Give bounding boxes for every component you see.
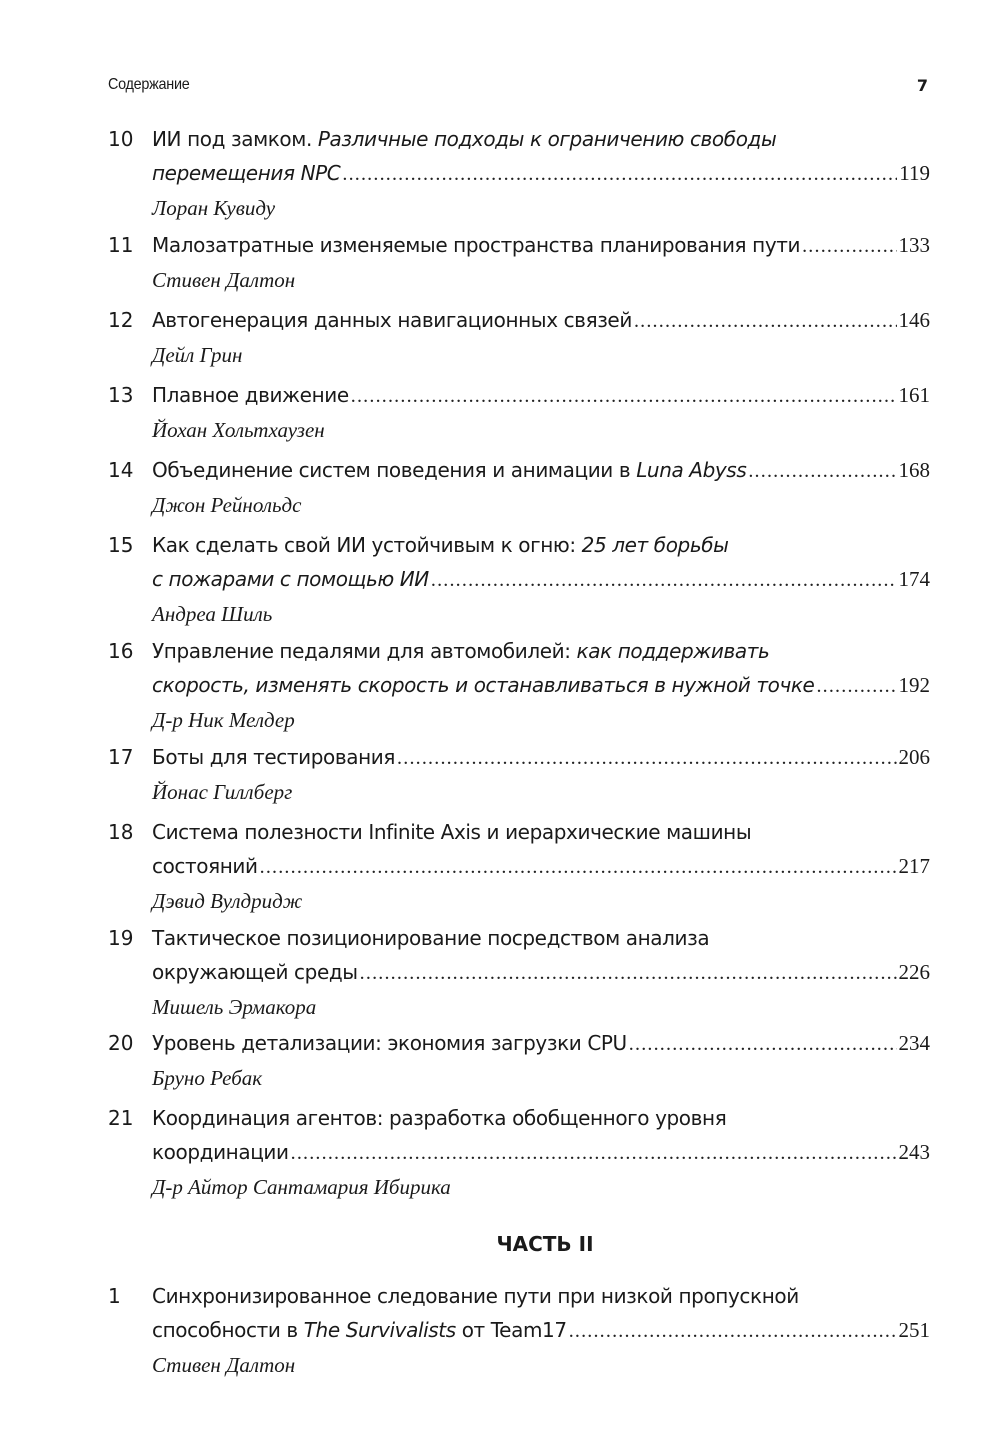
toc-entry[interactable]	[108, 815, 930, 918]
chapter-title: Синхронизированное следование пути при низкой пропускной	[152, 1284, 799, 1308]
chapter-title-line	[152, 303, 930, 338]
page-ref[interactable]: 161	[898, 383, 930, 407]
page-ref[interactable]: 119	[899, 161, 930, 185]
dot-leader	[569, 1314, 897, 1348]
chapter-title-line	[152, 955, 930, 990]
chapter-author: Джон Рейнольдс	[152, 493, 302, 517]
dot-leader	[816, 669, 896, 703]
chapter-title-line	[152, 921, 930, 955]
chapter-title-line	[152, 1279, 930, 1313]
running-head-title: Содержание	[108, 76, 190, 93]
dot-leader	[351, 379, 897, 413]
chapter-title-line	[152, 1026, 930, 1061]
chapter-author: Дейл Грин	[152, 343, 243, 367]
page-ref[interactable]: 174	[898, 567, 930, 591]
chapter-title: Объединение систем поведения и анимации в	[152, 458, 637, 482]
page-ref[interactable]: 133	[898, 233, 930, 257]
chapter-title-line	[152, 562, 930, 597]
toc-entry[interactable]	[108, 1279, 930, 1382]
toc-entry[interactable]	[108, 122, 930, 225]
chapter-title: Боты для тестирования	[152, 745, 396, 769]
page-ref[interactable]: 234	[898, 1031, 930, 1055]
toc-entry[interactable]	[108, 634, 930, 737]
chapter-title-line	[152, 668, 930, 703]
chapter-number: 12	[108, 308, 134, 332]
chapter-number: 11	[108, 233, 134, 257]
dot-leader	[342, 157, 897, 191]
chapter-author: Йохан Хольтхаузен	[152, 418, 325, 442]
chapter-title-line	[152, 815, 930, 849]
chapter-title: Управление педалями для автомобилей:	[152, 639, 577, 663]
chapter-subtitle: Различные подходы к ограничению свободы	[317, 127, 777, 151]
dot-leader	[748, 454, 896, 488]
chapter-title-line	[152, 1313, 930, 1348]
toc-entry[interactable]	[108, 228, 930, 297]
chapter-title-line	[152, 228, 930, 263]
dot-leader	[397, 741, 896, 775]
page-ref[interactable]: 217	[898, 854, 930, 878]
chapter-number: 18	[108, 820, 134, 844]
dot-leader	[260, 850, 897, 884]
chapter-title: Плавное движение	[152, 383, 349, 407]
page-ref[interactable]: 243	[898, 1140, 930, 1164]
part-heading: ЧАСТЬ II	[496, 1232, 594, 1256]
chapter-title: Система полезности Infinite Axis и иерархические машины	[152, 820, 752, 844]
chapter-title: Как сделать свой ИИ устойчивым к огню:	[152, 533, 582, 557]
chapter-number: 15	[108, 533, 134, 557]
chapter-title-line	[152, 122, 930, 156]
chapter-author: Бруно Ребак	[152, 1066, 263, 1090]
chapter-title: Малозатратные изменяемые пространства планирования пути	[152, 233, 801, 257]
chapter-title: Координация агентов: разработка обобщенного уровня	[152, 1106, 727, 1130]
chapter-number: 21	[108, 1106, 134, 1130]
chapter-author: Андреа Шиль	[152, 602, 273, 626]
chapter-title-line	[152, 378, 930, 413]
toc-entry[interactable]	[108, 378, 930, 447]
chapter-subtitle: перемещения NPC	[152, 161, 341, 185]
toc-entry[interactable]	[108, 528, 930, 631]
chapter-title: способности в	[152, 1318, 304, 1342]
chapter-author: Д-р Ник Мелдер	[152, 708, 295, 732]
chapter-subtitle: скорость, изменять скорость и останавливаться в нужной точке	[152, 673, 815, 697]
chapter-number: 1	[108, 1284, 121, 1308]
chapter-title-line	[152, 634, 930, 668]
chapter-subtitle: 25 лет борьбы	[581, 533, 729, 557]
page-ref[interactable]: 146	[898, 308, 930, 332]
toc-entry[interactable]	[108, 1026, 930, 1095]
toc-entry[interactable]	[108, 303, 930, 372]
chapter-title-line	[152, 849, 930, 884]
chapter-author: Мишель Эрмакора	[152, 995, 317, 1019]
page-number: 7	[916, 76, 928, 95]
chapter-title: координации	[152, 1140, 289, 1164]
chapter-number: 16	[108, 639, 134, 663]
chapter-title-line	[152, 1135, 930, 1170]
chapter-title-line	[152, 156, 930, 191]
chapter-title: от Team17	[455, 1318, 567, 1342]
chapter-number: 10	[108, 127, 134, 151]
chapter-number: 13	[108, 383, 134, 407]
toc-entry[interactable]	[108, 453, 930, 522]
chapter-author: Стивен Далтон	[152, 1353, 296, 1377]
chapter-title-line	[152, 528, 930, 562]
toc-entry[interactable]	[108, 1101, 930, 1204]
dot-leader	[291, 1136, 897, 1170]
chapter-title: окружающей среды	[152, 960, 358, 984]
page-ref[interactable]: 192	[898, 673, 930, 697]
dot-leader	[634, 304, 897, 338]
dot-leader	[629, 1027, 897, 1061]
chapter-author: Лоран Кувиду	[152, 196, 276, 220]
dot-leader	[802, 229, 896, 263]
dot-leader	[431, 563, 897, 597]
chapter-subtitle: The Survivalists	[303, 1318, 456, 1342]
page-ref[interactable]: 251	[898, 1318, 930, 1342]
page-ref[interactable]: 168	[898, 458, 930, 482]
chapter-subtitle: Luna Abyss	[636, 458, 747, 482]
chapter-author: Йонас Гиллберг	[152, 780, 293, 804]
chapter-title: Автогенерация данных навигационных связей	[152, 308, 632, 332]
chapter-author: Стивен Далтон	[152, 268, 296, 292]
toc-entry[interactable]	[108, 921, 930, 1024]
chapter-subtitle: с пожарами с помощью ИИ	[152, 567, 429, 591]
chapter-author: Дэвид Вулдридж	[152, 889, 303, 913]
chapter-title: состояний	[152, 854, 258, 878]
page-ref[interactable]: 226	[898, 960, 930, 984]
dot-leader	[360, 956, 897, 990]
page-ref[interactable]: 206	[898, 745, 930, 769]
chapter-author: Д-р Айтор Сантамария Ибирика	[152, 1175, 451, 1199]
running-head	[108, 76, 928, 100]
chapter-number: 17	[108, 745, 134, 769]
chapter-title-line	[152, 740, 930, 775]
chapter-number: 19	[108, 926, 134, 950]
chapter-number: 20	[108, 1031, 134, 1055]
chapter-title: Тактическое позиционирование посредством анализа	[152, 926, 710, 950]
chapter-title-line	[152, 1101, 930, 1135]
chapter-title: Уровень детализации: экономия загрузки CPU	[152, 1031, 627, 1055]
toc-entry[interactable]	[108, 740, 930, 809]
chapter-subtitle: как поддерживать	[576, 639, 770, 663]
chapter-title: ИИ под замком.	[152, 127, 318, 151]
chapter-title-line	[152, 453, 930, 488]
chapter-number: 14	[108, 458, 134, 482]
